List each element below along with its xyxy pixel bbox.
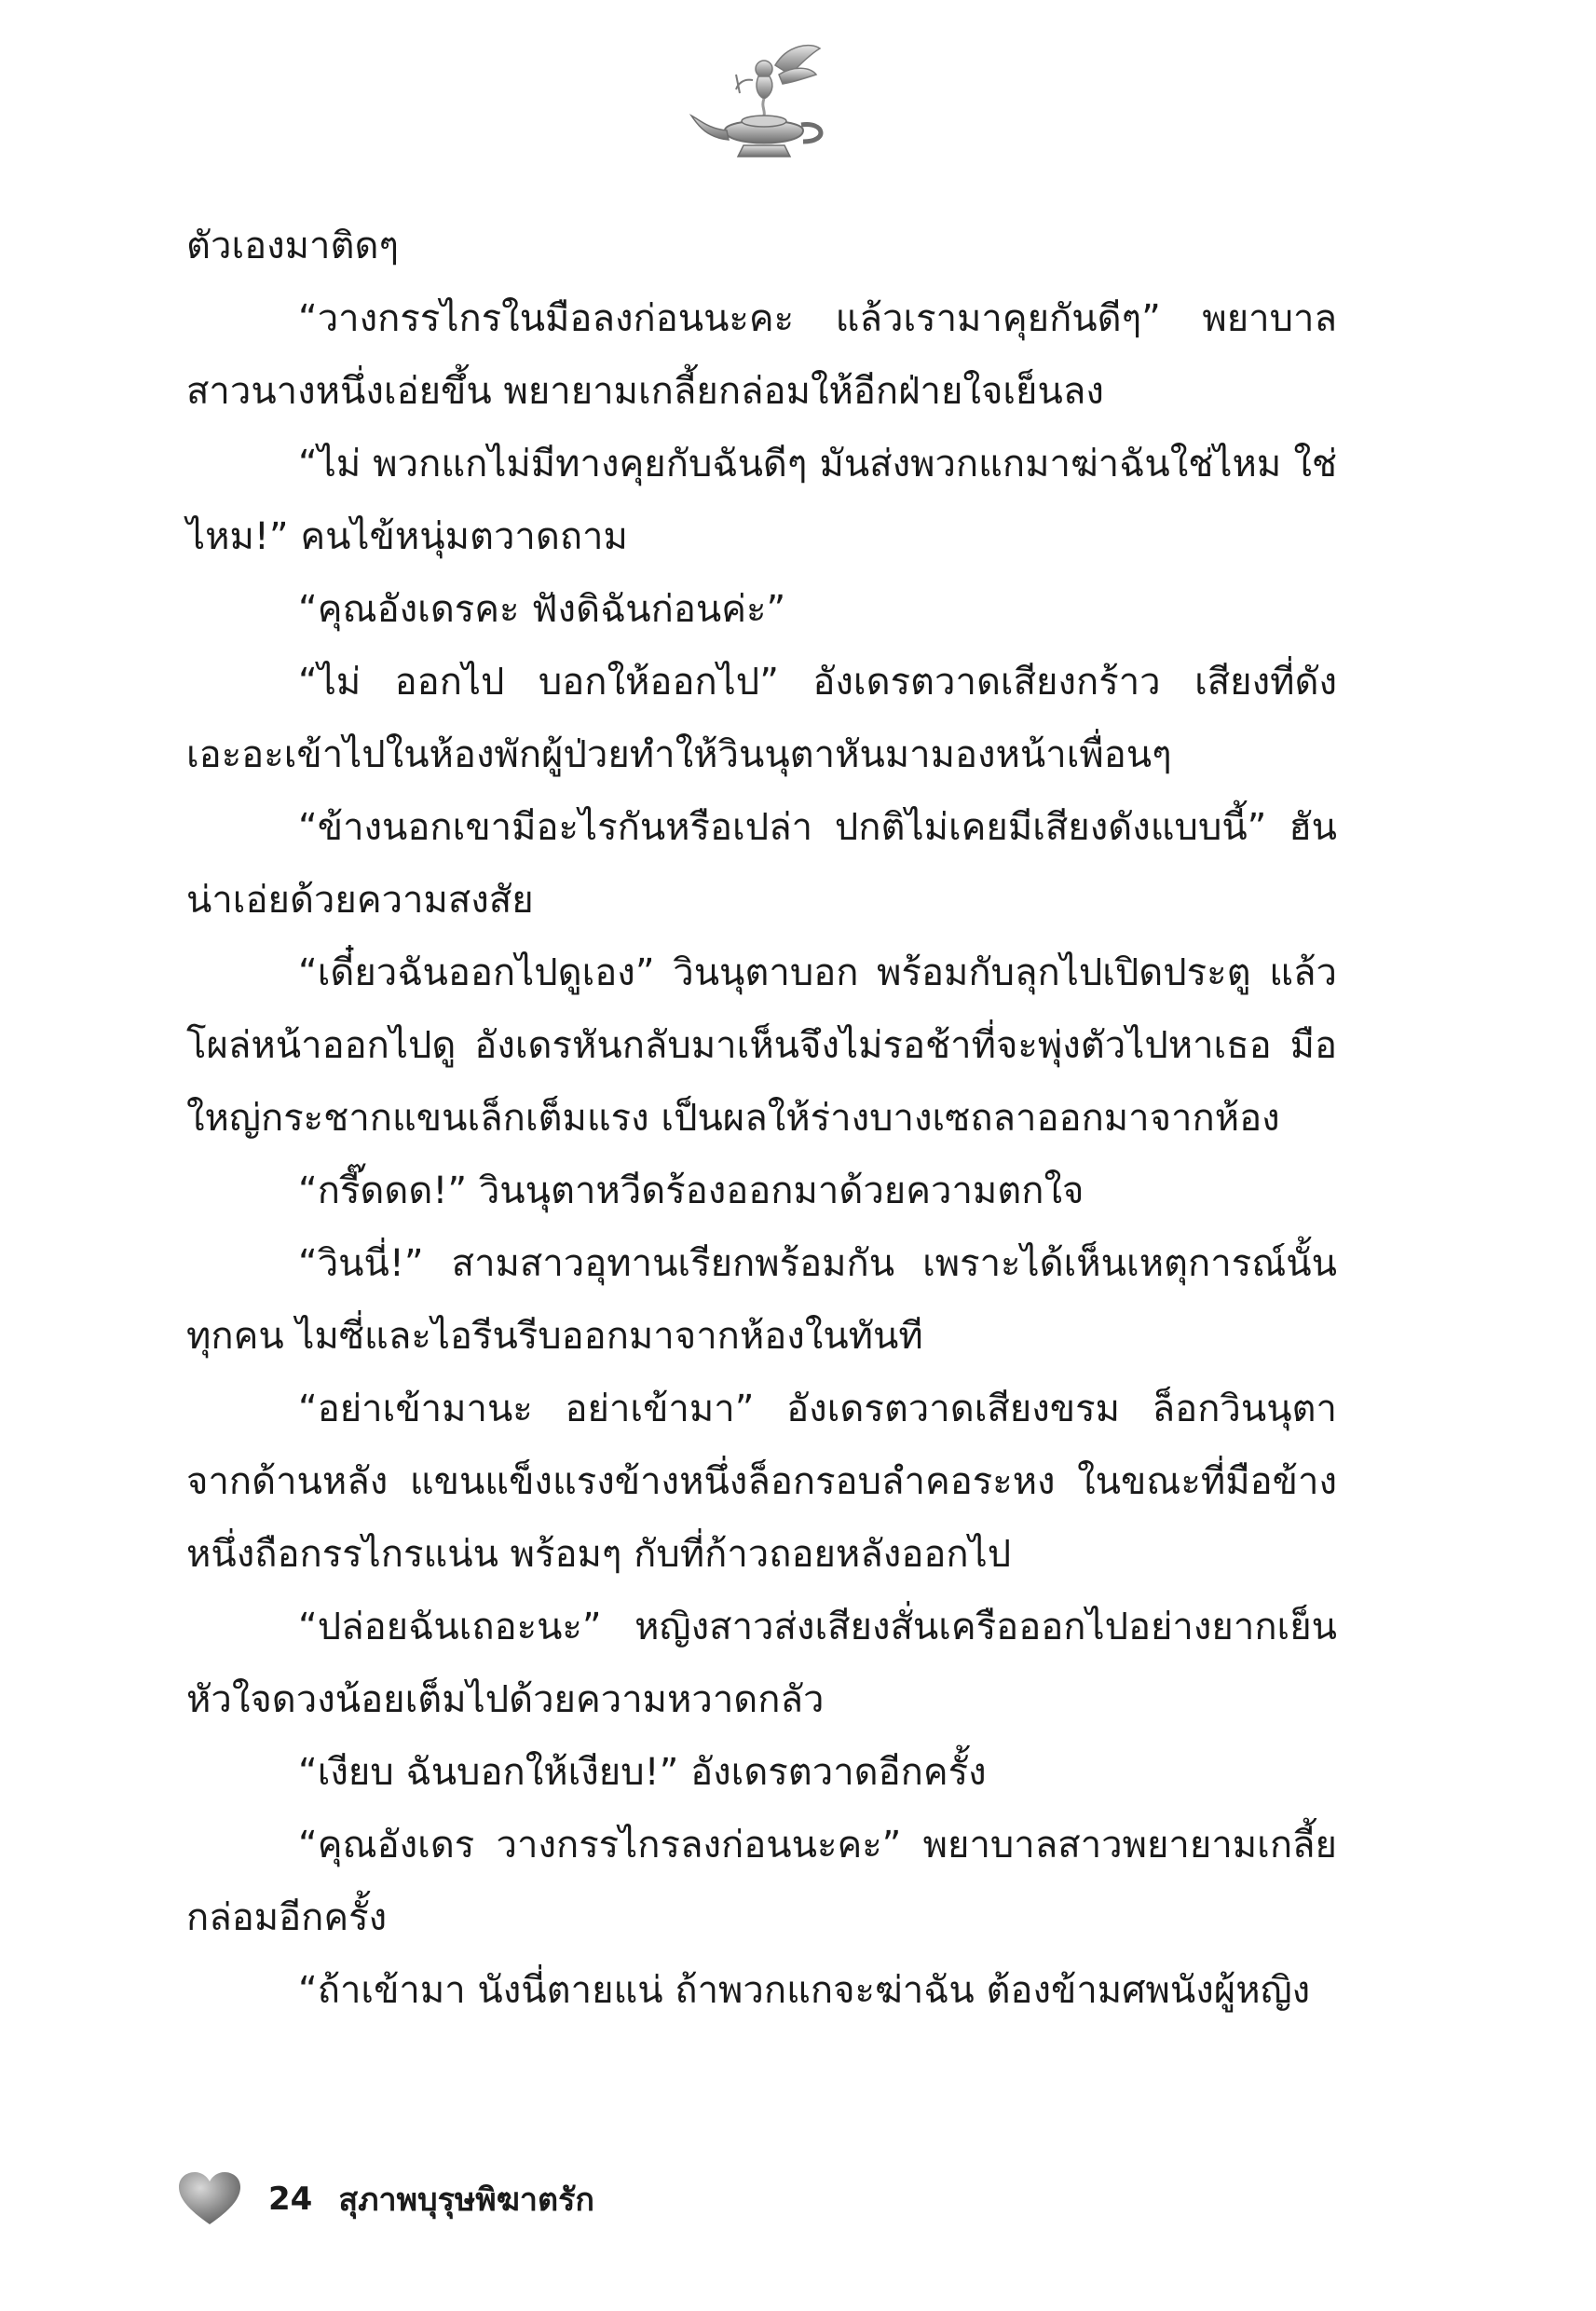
paragraph: “ไม่ ออกไป บอกให้ออกไป” อังเดรตวาดเสียงกร้าว เสียงที่ดังเอะอะเข้าไปในห้องพักผู้ป่วยทำให้วินนุตาหันมามองหน้าเพื่อนๆ [186,661,1337,776]
paragraph: “เดี๋ยวฉันออกไปดูเอง” วินนุตาบอก พร้อมกับลุกไปเปิดประตู แล้วโผล่หน้าออกไปดู อังเดรหันกลับมาเห็นจึงไม่รอช้าที่จะพุ่งตัวไปหาเธอ มือใหญ่กระชากแขนเล็กเต็มแรง เป็นผลให้ร่างบางเซถลาออกมาจากห้อง [186,951,1337,1140]
paragraph: “วินนี่!” สามสาวอุทานเรียกพร้อมกัน เพราะได้เห็นเหตุการณ์นั้นทุกคน ไมซี่และไอรีนรีบออกมาจากห้องในทันที [186,1242,1337,1358]
paragraph: “เงียบ ฉันบอกให้เงียบ!” อังเดรตวาดอีกครั้ง [298,1751,987,1794]
paragraph: “วางกรรไกรในมือลงก่อนนะคะ แล้วเรามาคุยกันดีๆ” พยาบาลสาวนางหนึ่งเอ่ยขึ้น พยายามเกลี้ยกล่อมให้อีกฝ่ายใจเย็นลง [186,297,1337,413]
paragraph: “คุณอังเดร วางกรรไกรลงก่อนนะคะ” พยาบาลสาวพยายามเกลี้ยกล่อมอีกครั้ง [186,1824,1337,1939]
body-text [186,210,1337,2027]
page-number: 24 [268,2181,313,2218]
paragraph: “คุณอังเดรคะ ฟังดิฉันก่อนค่ะ” [298,588,786,631]
paragraph: “ถ้าเข้ามา นังนี่ตายแน่ ถ้าพวกแกจะฆ่าฉัน ต้องข้ามศพนังผู้หญิง [298,1969,1311,2012]
paragraph: “ข้างนอกเขามีอะไรกันหรือเปล่า ปกติไม่เคยมีเสียงดังแบบนี้” ฮันน่าเอ่ยด้วยความสงสัย [186,806,1337,922]
paragraph: “กรี๊ดดด!” วินนุตาหวีดร้องออกมาด้วยความตกใจ [298,1169,1084,1212]
book-title: สุภาพบุรุษพิฆาตรัก [338,2181,594,2219]
page-footer [177,2162,594,2236]
paragraph: “ไม่ พวกแกไม่มีทางคุยกับฉันดีๆ มันส่งพวกแกมาฆ่าฉันใช่ไหม ใช่ไหม!” คนไข้หนุ่มตวาดถาม [186,443,1337,558]
paragraph: “ปล่อยฉันเถอะนะ” หญิงสาวส่งเสียงสั่นเครือออกไปอย่างยากเย็น หัวใจดวงน้อยเต็มไปด้วยความหวาดกลัว [186,1606,1337,1721]
heart-icon [177,2170,242,2228]
paragraph: ตัวเองมาติดๆ [186,225,399,267]
cupid-teapot-ornament-icon [671,37,857,177]
paragraph: “อย่าเข้ามานะ อย่าเข้ามา” อังเดรตวาดเสียงขรม ล็อกวินนุตาจากด้านหลัง แขนแข็งแรงข้างหนึ่งล็อกรอบลำคอระหง ในขณะที่มือข้างหนึ่งถือกรรไกรแน่น พร้อมๆ กับที่ก้าวถอยหลังออกไป [186,1388,1337,1576]
